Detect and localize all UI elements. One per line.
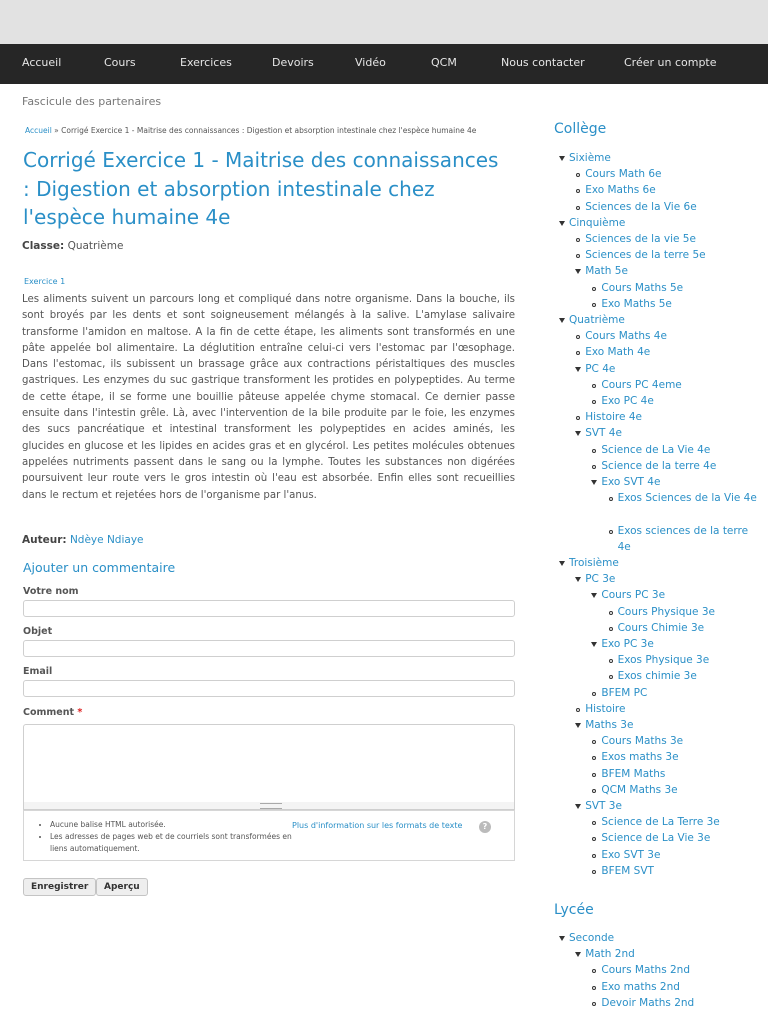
expanded-arrow-icon[interactable] [575,431,581,436]
bullet-icon [576,254,580,258]
sidebar-menu-item[interactable]: Quatrième [569,314,625,326]
expanded-arrow-icon[interactable] [559,156,565,161]
bullet-icon [576,416,580,420]
sidebar-menu-item[interactable]: Science de La Vie 4e [601,443,711,456]
sidebar-menu-item[interactable]: Math 2nd [585,948,635,961]
breadcrumb-current: » Corrigé Exercice 1 - Maitrise des connaissances : Digestion et absorption intestinale chez l'espèce humaine 4e [51,126,477,135]
bullet-icon [592,449,596,453]
sidebar-menu-item[interactable]: SVT 3e [585,800,622,812]
sidebar-menu-item[interactable]: Maths 3e [585,719,634,731]
bullet-icon [592,287,596,291]
email-input[interactable] [23,680,515,697]
bullet-icon [609,659,613,663]
expanded-arrow-icon[interactable] [575,804,581,809]
classe-field [22,240,123,252]
sidebar-menu-item[interactable]: SVT 4e [585,427,622,440]
sidebar-menu-item[interactable]: Cours Maths 4e [585,330,667,343]
sidebar-menu-item[interactable]: Cinquième [569,216,626,229]
name-label: Votre nom [23,586,79,597]
sidebar-menu-item[interactable]: Sciences de la terre 5e [585,249,706,262]
sidebar-menu-item[interactable]: Sixième [569,152,611,164]
sidebar-menu-item[interactable]: Exo PC 4e [601,395,654,407]
author-label: Auteur: [22,534,67,546]
nav-qcm[interactable]: QCM [431,56,457,69]
bullet-icon [592,692,596,696]
bullet-icon [592,837,596,841]
sidebar-menu-item[interactable]: QCM Maths 3e [601,783,678,796]
top-banner [0,0,768,44]
bullet-icon [592,740,596,744]
breadcrumb [25,126,476,135]
sidebar-menu-item[interactable]: Devoir Maths 2nd [601,996,695,1009]
sidebar-menu-item[interactable]: Science de la terre 4e [601,459,717,472]
bullet-icon [576,189,580,193]
subject-label: Objet [23,626,53,637]
bullet-icon [592,303,596,307]
sidebar-menu-item[interactable]: Cours Physique 3e [617,605,715,618]
bullet-icon [609,530,613,534]
sidebar-menu-item[interactable]: Exos Sciences de la Vie 4e [617,492,757,505]
sidebar-menu-item[interactable]: Exo SVT 4e [601,476,661,488]
sidebar-menu-item[interactable]: Cours Math 6e [585,168,662,181]
sidebar-menu-item[interactable]: Cours Maths 5e [601,281,684,294]
bullet-icon [592,969,596,973]
expanded-arrow-icon[interactable] [575,952,581,957]
save-button[interactable]: Enregistrer [23,878,96,896]
bullet-icon [576,351,580,355]
exercise-label: Exercice 1 [24,277,66,286]
bullet-icon [592,1002,596,1006]
expanded-arrow-icon[interactable] [559,561,565,566]
sidebar-menu-item[interactable]: Cours PC 4eme [601,378,682,391]
sidebar-menu-item[interactable]: Science de La Vie 3e [601,832,711,845]
comment-label-text: Comment [23,707,75,718]
sidebar-menu-item[interactable]: Cours Maths 3e [601,735,684,748]
sidebar-menu-item[interactable]: Exos sciences de la terre 4e [617,524,749,553]
sidebar-menu-item[interactable]: BFEM PC [601,686,648,699]
nav-cours[interactable]: Cours [104,56,136,69]
sidebar-menu-item[interactable]: BFEM SVT [601,864,654,877]
bullet-icon [576,335,580,339]
sidebar-menu-item[interactable]: Math 5e [585,265,628,278]
bullet-icon [592,756,596,760]
format-tip: • Aucune balise HTML autorisée. [50,819,300,831]
sidebar-menu-item[interactable]: Exo Maths 6e [585,184,656,197]
nav-video[interactable]: Vidéo [355,56,386,69]
nav-devoirs[interactable]: Devoirs [272,56,314,69]
bullet-icon [609,675,613,679]
bullet-icon [576,206,580,210]
comment-form-title: Ajouter un commentaire [23,560,176,575]
sidebar-menu-item[interactable]: Cours Maths 2nd [601,964,690,977]
page-title: Corrigé Exercice 1 - Maitrise des connaissances : Digestion et absorption intestinale chez l'espèce humaine 4e [23,148,499,229]
bullet-icon [576,238,580,242]
main-nav [0,44,768,84]
bullet-icon [592,384,596,388]
bullet-icon [592,986,596,990]
nav-accueil[interactable]: Accueil [22,56,62,69]
sidebar-menu-item[interactable]: Exo Math 4e [585,346,651,359]
expanded-arrow-icon[interactable] [575,367,581,372]
bullet-icon [609,627,613,631]
format-tip: • Les adresses de pages web et de courriels sont transformées en liens automatiquement. [50,831,300,855]
bullet-icon [592,821,596,825]
partners-link[interactable]: Fascicule des partenaires [22,95,162,108]
sidebar-menu-item[interactable]: PC 3e [585,573,616,586]
sidebar-menu-item[interactable]: Exo SVT 3e [601,848,661,861]
sidebar-menu-item[interactable]: Exo PC 3e [601,638,654,650]
expanded-arrow-icon[interactable] [559,936,565,941]
expanded-arrow-icon[interactable] [591,593,597,598]
text-format-tips [23,810,515,861]
sidebar-menu-item[interactable]: Troisième [569,557,619,569]
format-info-link[interactable]: Plus d'information sur les formats de texte [292,821,463,830]
expanded-arrow-icon[interactable] [575,723,581,728]
nav-create-account[interactable]: Créer un compte [624,56,717,69]
grip-icon [260,803,282,809]
expanded-arrow-icon[interactable] [559,221,565,226]
expanded-arrow-icon[interactable] [575,269,581,274]
breadcrumb-home[interactable]: Accueil [25,126,52,135]
bullet-icon [592,400,596,404]
expanded-arrow-icon[interactable] [591,480,597,485]
required-mark: * [77,707,83,718]
sidebar-menu-item[interactable]: Cours PC 3e [601,589,666,602]
bullet-icon [609,497,613,501]
expanded-arrow-icon[interactable] [559,318,565,323]
sidebar-menu-item[interactable]: Seconde [569,932,615,944]
sidebar-menu-item[interactable]: Histoire 4e [585,411,642,424]
nav-contact[interactable]: Nous contacter [501,56,585,69]
bullet-icon [576,708,580,712]
classe-value: Quatrième [67,240,124,252]
bullet-icon [592,870,596,874]
bullet-icon [609,611,613,615]
expanded-arrow-icon[interactable] [591,642,597,647]
preview-button[interactable]: Aperçu [96,878,148,896]
sidebar-menu-item[interactable]: BFEM Maths [601,767,666,780]
sidebar-menu-item[interactable]: Histoire [585,702,626,715]
nav-exercices[interactable]: Exercices [180,56,232,69]
bullet-icon [576,173,580,177]
email-label: Email [23,666,53,677]
help-icon[interactable]: ? [479,821,491,833]
subject-input[interactable] [23,640,515,657]
sidebar-menu-item[interactable]: Sciences de la vie 5e [585,233,696,245]
sidebar-college-title: Collège [554,121,607,137]
author-link[interactable]: Ndèye Ndiaye [69,534,144,546]
sidebar-menu-item[interactable]: Exo Maths 5e [601,297,672,310]
sidebar-menu-item[interactable]: Cours Chimie 3e [617,621,705,634]
expanded-arrow-icon[interactable] [575,577,581,582]
author-field [22,534,144,546]
sidebar-menu-item[interactable]: Exos chimie 3e [617,670,697,683]
sidebar-menu-item[interactable]: Exos maths 3e [601,751,679,764]
comment-label [23,707,82,718]
sidebar-menu-item[interactable]: Science de La Terre 3e [601,816,720,829]
bullet-icon [592,789,596,793]
classe-label: Classe: [22,240,65,252]
sidebar-lycee-title: Lycée [554,902,594,918]
sidebar-menu-item[interactable]: Sciences de la Vie 6e [585,200,697,213]
bullet-icon [592,465,596,469]
textarea-resize-handle[interactable] [23,802,515,810]
comment-textarea[interactable] [23,724,515,804]
bullet-icon [592,854,596,858]
sidebar-menu-item[interactable]: Exos Physique 3e [617,654,710,667]
sidebar-menu-item[interactable]: Exo maths 2nd [601,980,680,993]
sidebar-menu-item[interactable]: PC 4e [585,362,616,375]
name-input[interactable] [23,600,515,617]
bullet-icon [592,773,596,777]
article-body: Les aliments suivent un parcours long et compliqué dans notre organisme. Dans la bouche, ils sont broyés par les dents et sont soigneusement mélangés à la salive. L'amylase salivaire transforme l'amidon en maltose. A la fin de cette étape, les aliments sont transformés en une pâte appelée bol alimentaire. La déglutition entraîne celui-ci vers l'estomac par l'œsophage. Dans l'estomac, ils subissent un brassage grâce aux contractions péristaltiques des muscles gastriques. Les enzymes du suc gastrique transforment les protides en polypeptides. Au terme de cette étape, il se forme une bouillie pâteuse appelée chyme stomacal. Ce dernier passe ensuite dans l'intestin grêle. Là, avec l'intervention de la bile produite par le foie, les enzymes des sucs pancréatique et intestinal transforment les polypeptides en acides aminés, les glucides en glucose et les lipides en acides gras et en glycérol. Les petites molécules obtenues appelées nutriments passent dans le sang ou la lymphe. Toutes les substances non digérées poursuivent leur route vers le gros intestin où l'eau est absorbée. Enfin elles sont recueillies dans le rectum et rejetées hors de l'organisme par l'anus. [22,294,515,501]
